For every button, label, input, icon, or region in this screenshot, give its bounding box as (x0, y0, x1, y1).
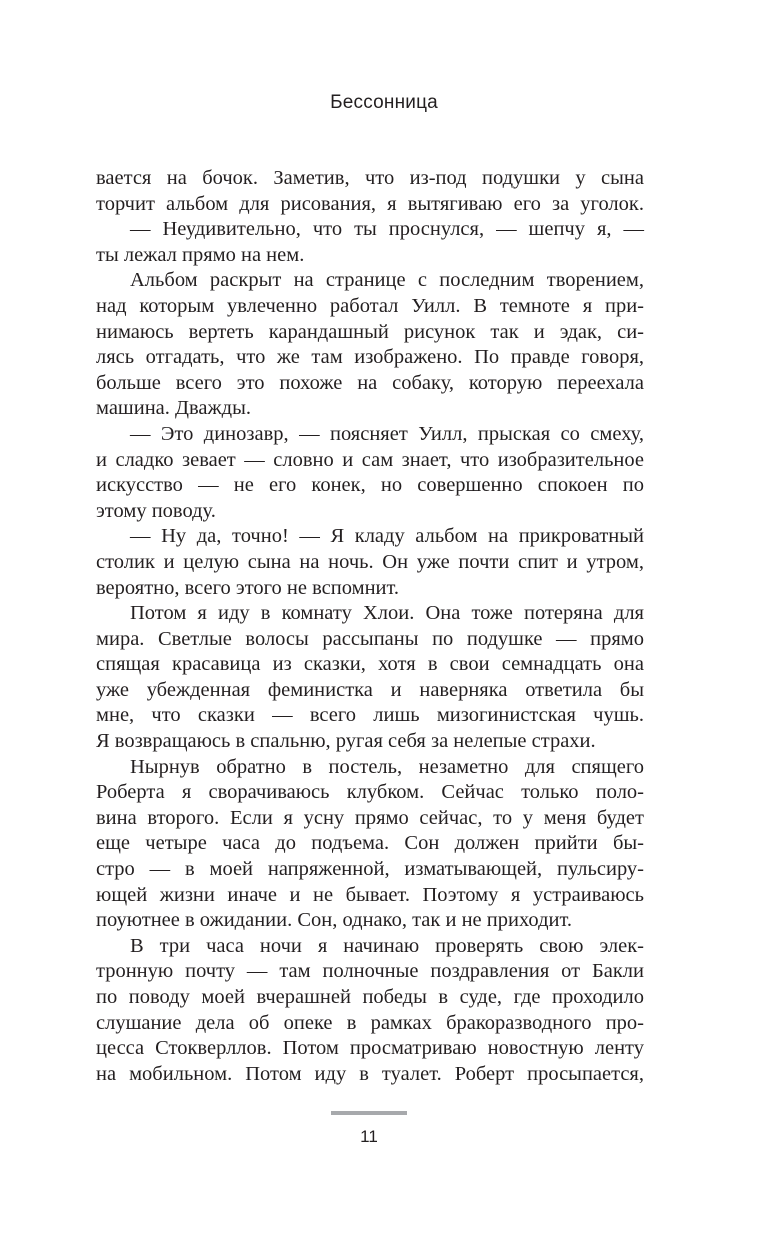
text-line: ющей жизни иначе и не бывает. Поэтому я устраиваюсь (96, 883, 644, 906)
text-line: тронную почту — там полночные поздравления от Бакли (96, 960, 644, 983)
body-text (96, 166, 644, 1087)
text-line: вина второго. Если я усну прямо сейчас, то у меня будет (96, 806, 644, 829)
text-line: на мобильном. Потом иду в туалет. Роберт просыпается, (96, 1062, 644, 1085)
text-line: торчит альбом для рисования, я вытягиваю его за уголок. (96, 192, 644, 215)
text-line: лясь отгадать, что же там изображено. По правде говоря, (96, 346, 644, 369)
text-line: вается на бочок. Заметив, что из-под подушки у сына (96, 167, 644, 189)
text-line: над которым увлеченно работал Уилл. В темноте я при- (96, 294, 644, 317)
text-line: — Ну да, точно! — Я кладу альбом на прикроватный (130, 525, 644, 548)
text-line: мне, что сказки — всего лишь мизогинистская чушь. (96, 704, 644, 727)
text-line: по поводу моей вчерашней победы в суде, где проходило (96, 986, 644, 1008)
page-number: 11 (360, 1127, 378, 1146)
text-line: больше всего это похоже на собаку, которую переехала (96, 371, 644, 394)
footer-rule (331, 1111, 407, 1115)
text-line: стро — в моей напряженной, изматывающей, пульсиру- (96, 858, 644, 881)
text-line: поуютнее в ожидании. Сон, однако, так и не приходит. (96, 909, 573, 932)
text-line: В три часа ночи я начинаю проверять свою элек- (130, 934, 644, 957)
text-line: нимаюсь вертеть карандашный рисунок так и эдак, си- (96, 320, 644, 343)
text-line: Я возвращаюсь в спальню, ругая себя за нелепые страхи. (96, 730, 596, 753)
text-line: — Это динозавр, — поясняет Уилл, прыская со смеху, (130, 422, 644, 445)
text-line: ты лежал прямо на нем. (96, 243, 305, 266)
text-line: — Неудивительно, что ты проснулся, — шепчу я, — (130, 218, 644, 241)
text-line: машина. Дважды. (96, 397, 251, 420)
text-line: Нырнув обратно в постель, незаметно для спящего (130, 755, 644, 778)
text-line: Альбом раскрыт на странице с последним творением, (130, 269, 644, 292)
text-line: искусство — не его конек, но совершенно спокоен по (96, 474, 644, 497)
text-line: уже убежденная феминистка и наверняка ответила бы (96, 678, 644, 701)
text-line: Потом я иду в комнату Хлои. Она тоже потеряна для (130, 602, 644, 625)
text-line: цесса Стокверллов. Потом просматриваю новостную ленту (96, 1037, 644, 1060)
text-line: спящая красавица из сказки, хотя в свои семнадцать она (96, 653, 644, 676)
text-line: Роберта я сворачиваюсь клубком. Сейчас только поло- (96, 781, 644, 804)
text-line: мира. Светлые волосы рассыпаны по подушке — прямо (96, 627, 644, 650)
text-line: слушание дела об опеке в рамках бракоразводного про- (96, 1011, 644, 1034)
text-line: этому поводу. (96, 499, 216, 522)
text-line: еще четыре часа до подъема. Сон должен прийти бы- (96, 832, 644, 855)
text-line: столик и целую сына на ночь. Он уже почти спит и утром, (96, 550, 644, 573)
text-line: вероятно, всего этого не вспомнит. (96, 576, 400, 599)
running-title: Бессонница (330, 92, 438, 113)
text-line: и сладко зевает — словно и сам знает, что изобразительное (96, 448, 644, 471)
